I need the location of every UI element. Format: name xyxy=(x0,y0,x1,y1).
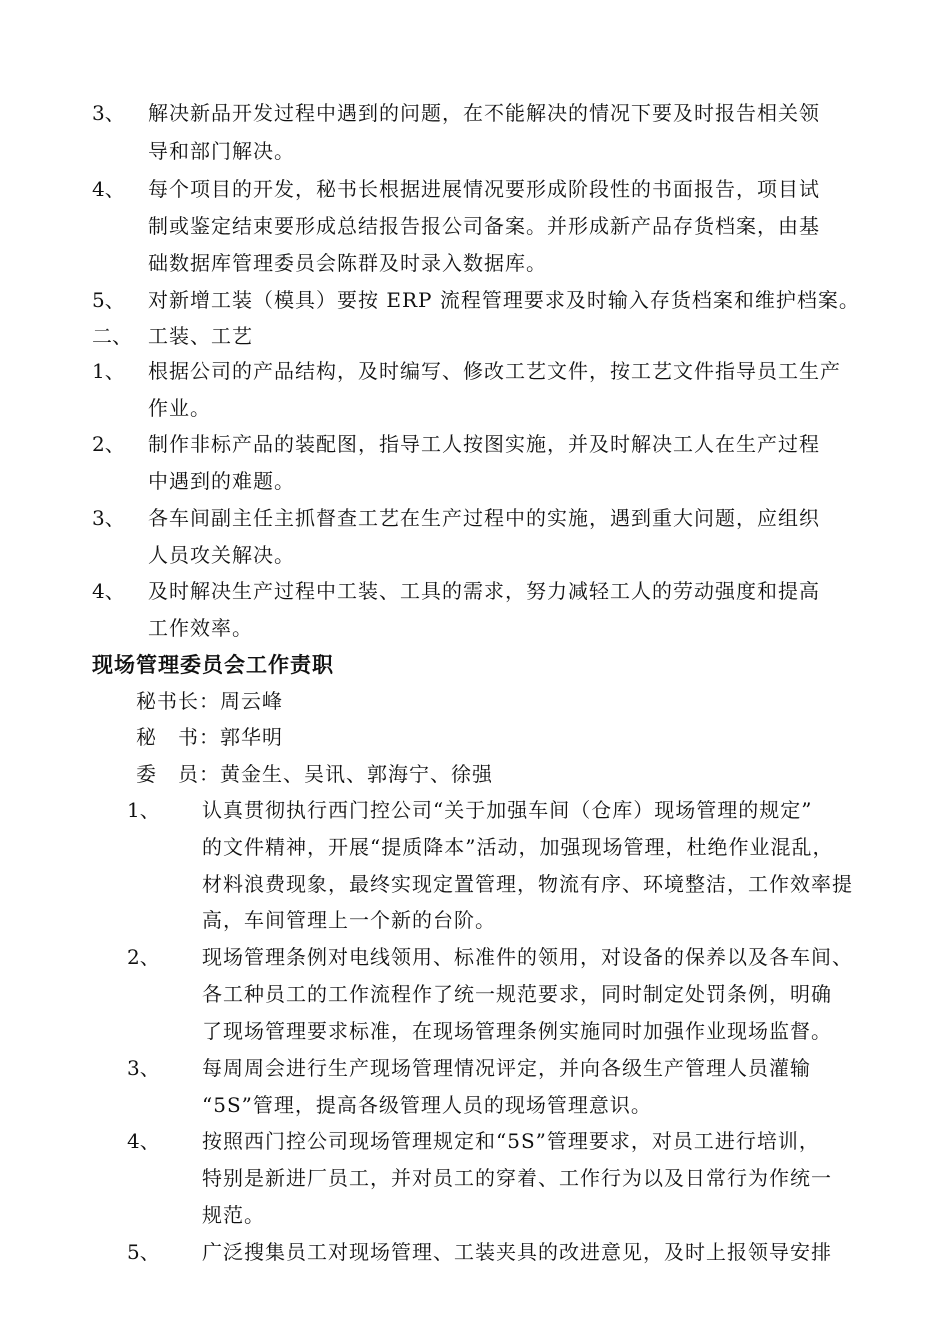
item-text-line: 制或鉴定结束要形成总结报告报公司备案。并形成新产品存货档案，由基 xyxy=(148,214,820,238)
item-text-line: 每周周会进行生产现场管理情况评定，并向各级生产管理人员灌输 xyxy=(202,1056,811,1080)
item-text-line: 认真贯彻执行西门控公司“关于加强车间（仓库）现场管理的规定” xyxy=(202,798,813,822)
item-text-line: 广泛搜集员工对现场管理、工装夹具的改进意见，及时上报领导安排 xyxy=(202,1240,832,1264)
committee-heading: 现场管理委员会工作责职 xyxy=(92,653,334,677)
secretary-general-line: 秘书长：周云峰 xyxy=(136,689,283,713)
section-title: 工装、工艺 xyxy=(148,324,253,348)
item-number: 3、 xyxy=(127,1056,160,1080)
item-text-line: 材料浪费现象，最终实现定置管理，物流有序、环境整洁，工作效率提 xyxy=(202,872,853,896)
item-number: 2、 xyxy=(92,432,125,456)
item-text-line: 规范。 xyxy=(202,1203,265,1227)
item-number: 2、 xyxy=(127,945,160,969)
item-number: 5、 xyxy=(92,288,125,312)
item-text-line: 高，车间管理上一个新的台阶。 xyxy=(202,908,496,932)
members-line: 委 员：黄金生、吴讯、郭海宁、徐强 xyxy=(136,762,493,786)
item-text-line: 现场管理条例对电线领用、标准件的领用，对设备的保养以及各车间、 xyxy=(202,945,853,969)
item-text-line: 制作非标产品的装配图，指导工人按图实施，并及时解决工人在生产过程 xyxy=(148,432,820,456)
item-text-line: 对新增工装（模具）要按 ERP 流程管理要求及时输入存货档案和维护档案。 xyxy=(148,288,860,312)
item-text-line: 工作效率。 xyxy=(148,616,253,640)
item-text-line: 各工种员工的工作流程作了统一规范要求，同时制定处罚条例，明确 xyxy=(202,982,832,1006)
section-number: 二、 xyxy=(92,324,132,348)
item-number: 3、 xyxy=(92,101,125,125)
item-number: 4、 xyxy=(92,177,125,201)
item-text-line: 根据公司的产品结构，及时编写、修改工艺文件，按工艺文件指导员工生产 xyxy=(148,359,841,383)
item-number: 4、 xyxy=(92,579,125,603)
item-text-line: 人员攻关解决。 xyxy=(148,543,295,567)
item-number: 3、 xyxy=(92,506,125,530)
item-text-line: 每个项目的开发，秘书长根据进展情况要形成阶段性的书面报告，项目试 xyxy=(148,177,820,201)
item-text-line: 按照西门控公司现场管理规定和“5S”管理要求，对员工进行培训， xyxy=(202,1129,820,1153)
item-number: 1、 xyxy=(127,798,160,822)
item-text-line: 特别是新进厂员工，并对员工的穿着、工作行为以及日常行为作统一 xyxy=(202,1166,832,1190)
item-text-line: 作业。 xyxy=(148,396,211,420)
item-text-line: 中遇到的难题。 xyxy=(148,469,295,493)
item-text-line: 导和部门解决。 xyxy=(148,139,295,163)
item-text-line: “5S”管理，提高各级管理人员的现场管理意识。 xyxy=(202,1093,652,1117)
item-text-line: 了现场管理要求标准，在现场管理条例实施同时加强作业现场监督。 xyxy=(202,1019,832,1043)
item-text-line: 解决新品开发过程中遇到的问题，在不能解决的情况下要及时报告相关领 xyxy=(148,101,820,125)
item-number: 4、 xyxy=(127,1129,160,1153)
secretary-line: 秘 书：郭华明 xyxy=(136,725,283,749)
item-text-line: 及时解决生产过程中工装、工具的需求，努力减轻工人的劳动强度和提高 xyxy=(148,579,820,603)
item-number: 1、 xyxy=(92,359,125,383)
item-text-line: 础数据库管理委员会陈群及时录入数据库。 xyxy=(148,251,547,275)
item-text-line: 各车间副主任主抓督查工艺在生产过程中的实施，遇到重大问题，应组织 xyxy=(148,506,820,530)
item-text-line: 的文件精神，开展“提质降本”活动，加强现场管理，杜绝作业混乱， xyxy=(202,835,834,859)
item-number: 5、 xyxy=(127,1240,160,1264)
